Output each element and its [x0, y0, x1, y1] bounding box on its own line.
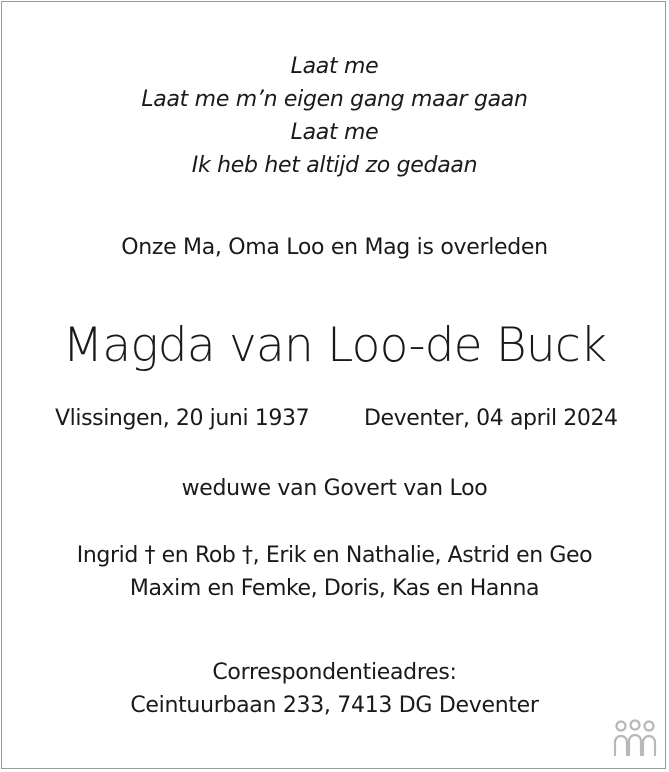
- deceased-name: Magda van Loo-de Buck: [62, 318, 607, 373]
- correspondence-label: Correspondentieadres:: [212, 660, 457, 685]
- birth-date: Vlissingen, 20 juni 1937: [55, 406, 310, 431]
- family-people-icon: [612, 718, 658, 758]
- poem-line: Laat me: [290, 54, 379, 79]
- correspondence: [0, 656, 669, 722]
- family-line: Ingrid † en Rob †, Erik en Nathalie, Astrid en Geo: [76, 543, 593, 568]
- poem-line: Laat me: [290, 120, 379, 145]
- family-line: Maxim en Femke, Doris, Kas en Hanna: [129, 576, 540, 601]
- poem-line: Ik heb het altijd zo gedaan: [191, 153, 478, 178]
- family-list: [0, 539, 669, 605]
- correspondence-address: Ceintuurbaan 233, 7413 DG Deventer: [130, 693, 539, 718]
- death-date: Deventer, 04 april 2024: [364, 406, 618, 431]
- widow-of: weduwe van Govert van Loo: [181, 476, 488, 501]
- poem-line: Laat me m’n eigen gang maar gaan: [141, 87, 528, 112]
- intro-text: Onze Ma, Oma Loo en Mag is overleden: [121, 235, 548, 260]
- poem: [0, 50, 669, 182]
